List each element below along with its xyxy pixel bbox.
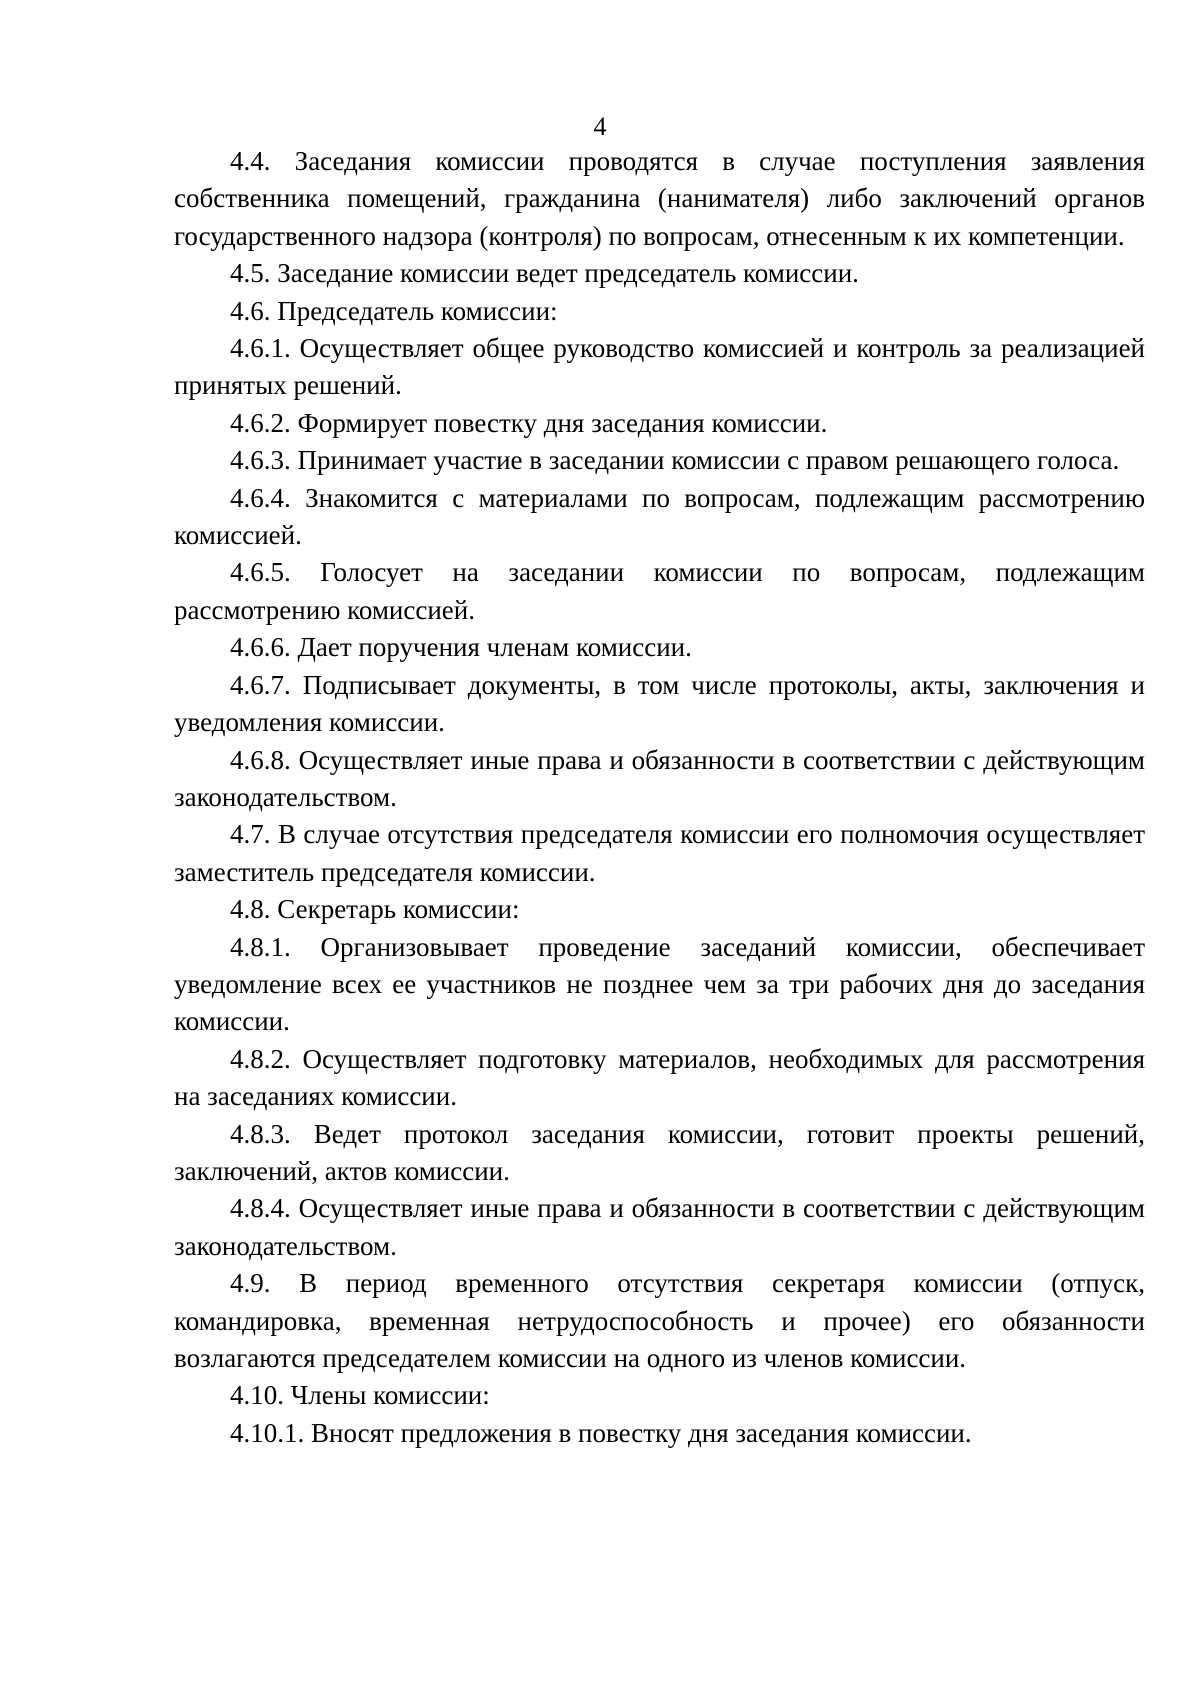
document-body [174, 143, 1145, 1452]
paragraph-4-8-3: 4.8.3. Ведет протокол заседания комиссии, готовит проекты решений, заключений, актов комиссии. [174, 1118, 1145, 1186]
paragraph-4-6-7: 4.6.7. Подписывает документы, в том числе протоколы, акты, заключения и уведомления комиссии. [174, 669, 1145, 738]
paragraph-4-10: 4.10. Члены комиссии: [230, 1380, 490, 1411]
paragraph-4-8: 4.8. Секретарь комиссии: [230, 894, 520, 925]
paragraph-4-8-4: 4.8.4. Осуществляет иные права и обязанности в соответствии с действующим законодательством. [174, 1193, 1145, 1261]
paragraph-4-6-1: 4.6.1. Осуществляет общее руководство комиссией и контроль за реализацией принятых решений. [174, 333, 1145, 401]
paragraph-4-6-4: 4.6.4. Знакомится с материалами по вопросам, подлежащим рассмотрению комиссией. [174, 482, 1145, 551]
paragraph-4-6: 4.6. Председатель комиссии: [230, 295, 558, 326]
paragraph-4-6-8: 4.6.8. Осуществляет иные права и обязанности в соответствии с действующим законодательством. [174, 744, 1145, 812]
paragraph-4-6-6: 4.6.6. Дает поручения членам комиссии. [230, 632, 692, 663]
paragraph-4-6-2: 4.6.2. Формирует повестку дня заседания комиссии. [230, 407, 828, 438]
paragraph-4-4: 4.4. Заседания комиссии проводятся в случае поступления заявления собственника помещений, гражданина (нанимателя) либо заключений органов государственного надзора (контроля) по вопросам, отнесенным к их компетенции. [174, 146, 1145, 251]
paragraph-4-10-1: 4.10.1. Вносят предложения в повестку дня заседания комиссии. [230, 1417, 972, 1448]
page-number: 4 [593, 112, 607, 141]
paragraph-4-8-2: 4.8.2. Осуществляет подготовку материалов, необходимых для рассмотрения на заседаниях комиссии. [174, 1043, 1145, 1112]
paragraph-4-8-1: 4.8.1. Организовывает проведение заседаний комиссии, обеспечивает уведомление всех ее участников не позднее чем за три рабочих дня до заседания комиссии. [174, 931, 1145, 1037]
paragraph-4-9: 4.9. В период временного отсутствия секретаря комиссии (отпуск, командировка, временная нетрудоспособность и прочее) его обязанности возлагаются председателем комиссии на одного из членов комиссии. [174, 1268, 1145, 1373]
paragraph-4-6-3: 4.6.3. Принимает участие в заседании комиссии с правом решающего голоса. [230, 445, 1120, 476]
paragraph-4-7: 4.7. В случае отсутствия председателя комиссии его полномочия осуществляет заместитель председателя комиссии. [174, 819, 1145, 887]
paragraph-4-5: 4.5. Заседание комиссии ведет председатель комиссии. [230, 258, 859, 289]
paragraph-4-6-5: 4.6.5. Голосует на заседании комиссии по вопросам, подлежащим рассмотрению комиссией. [174, 557, 1145, 625]
